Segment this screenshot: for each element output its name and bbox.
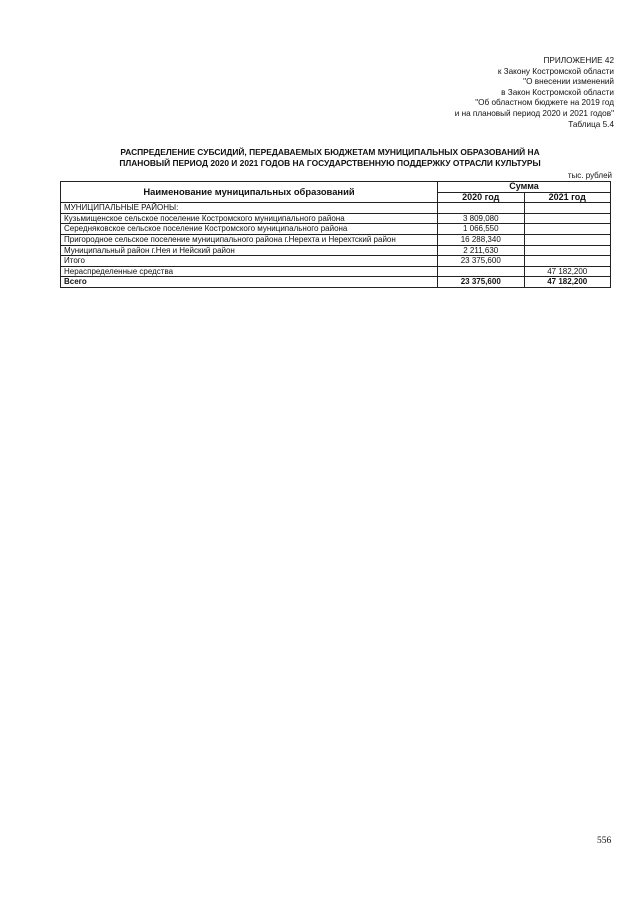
units-label: тыс. рублей	[567, 171, 612, 180]
subsidy-table	[60, 181, 611, 288]
row-value-2020: 1 066,550	[438, 224, 524, 235]
table-header-row	[61, 182, 611, 193]
header-year-2021: 2021 год	[524, 192, 611, 203]
row-value-2020: 23 375,600	[438, 277, 524, 288]
row-value-2021	[524, 234, 611, 245]
row-name: Середняковское сельское поселение Костромского муниципального района	[61, 224, 438, 235]
row-name: Кузьмищенское сельское поселение Костромского муниципального района	[61, 213, 438, 224]
row-value-2021	[524, 224, 611, 235]
table-row-total	[61, 277, 611, 288]
table-row	[61, 266, 611, 277]
table-row	[61, 234, 611, 245]
row-value-2020	[438, 266, 524, 277]
row-value-2021: 47 182,200	[524, 266, 611, 277]
page-number: 556	[597, 836, 612, 846]
appendix-line: к Закону Костромской области	[497, 66, 614, 76]
table-row	[61, 213, 611, 224]
row-value-2021	[524, 245, 611, 256]
row-value-2020: 16 288,340	[438, 234, 524, 245]
row-name: МУНИЦИПАЛЬНЫЕ РАЙОНЫ:	[61, 203, 438, 214]
header-sum: Сумма	[438, 182, 611, 193]
table-number: Таблица 5.4	[568, 119, 614, 129]
appendix-line: ПРИЛОЖЕНИЕ 42	[543, 56, 614, 65]
row-value-2020: 2 211,630	[438, 245, 524, 256]
row-name: Пригородное сельское поселение муниципального района г.Нерехта и Нерехтский район	[61, 234, 438, 245]
table-row	[61, 203, 611, 214]
appendix-line: "Об областном бюджете на 2019 год	[475, 98, 614, 108]
row-value-2020	[438, 203, 524, 214]
table-row	[61, 224, 611, 235]
document-title	[60, 147, 600, 168]
row-value-2021	[524, 256, 611, 267]
appendix-line: "О внесении изменений	[523, 77, 614, 87]
row-value-2020: 23 375,600	[438, 256, 524, 267]
appendix-line: и на плановый период 2020 и 2021 годов"	[454, 108, 614, 118]
title-line-2: ПЛАНОВЫЙ ПЕРИОД 2020 И 2021 ГОДОВ НА ГОСУДАРСТВЕННУЮ ПОДДЕРЖКУ ОТРАСЛИ КУЛЬТУРЫ	[119, 157, 541, 168]
row-name: Нераспределенные средства	[61, 266, 438, 277]
header-name: Наименование муниципальных образований	[61, 182, 438, 203]
row-name: Муниципальный район г.Нея и Нейский район	[61, 245, 438, 256]
appendix-header	[455, 56, 614, 130]
title-line-1: РАСПРЕДЕЛЕНИЕ СУБСИДИЙ, ПЕРЕДАВАЕМЫХ БЮДЖЕТАМ МУНИЦИПАЛЬНЫХ ОБРАЗОВАНИЙ НА	[120, 147, 540, 157]
row-value-2021: 47 182,200	[524, 277, 611, 288]
row-value-2021	[524, 213, 611, 224]
header-year-2020: 2020 год	[438, 192, 524, 203]
row-name: Итого	[61, 256, 438, 267]
row-value-2020: 3 809,080	[438, 213, 524, 224]
table-row	[61, 245, 611, 256]
table-row-subtotal	[61, 256, 611, 267]
row-name: Всего	[61, 277, 438, 288]
appendix-line: в Закон Костромской области	[501, 87, 614, 97]
row-value-2021	[524, 203, 611, 214]
